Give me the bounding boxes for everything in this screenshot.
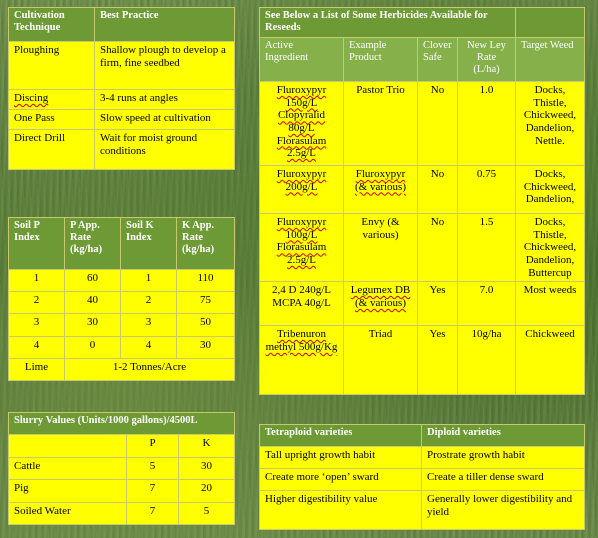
herbicide-cell [260,82,344,166]
cultivation-table [8,7,235,170]
herbicide-cell: Yes [418,326,458,395]
cultivation-cell: Ploughing [9,42,95,90]
herbicide-product-text: Legumex DB (& various) [350,284,411,309]
cultivation-cell: One Pass [9,110,95,130]
slurry-cell: 7 [127,480,179,503]
varieties-cell: Higher digestibility value [260,491,422,530]
herbicide-header: New Ley Rate (L/ha) [458,38,516,82]
herbicides-table [259,7,585,395]
soil-header: Soil K Index [121,218,177,270]
herbicide-ingredient-text: Fluroxypyr 200g/L [276,168,327,193]
soil-cell: 4 [9,336,65,358]
herbicide-ingredient-text: Tribenuron methyl 500g/Kg [265,328,338,353]
varieties-cell: Tall upright growth habit [260,447,422,469]
cultivation-header-practice: Best Practice [95,8,235,42]
herbicide-cell: No [418,166,458,214]
slurry-cell: Pig [9,480,127,503]
slurry-col-p: P [127,435,179,458]
soil-cell: 3 [121,314,177,336]
herbicide-header: Target Weed [516,38,585,82]
soil-cell: 110 [177,270,235,292]
soil-cell: 30 [177,336,235,358]
herbicide-cell [260,166,344,214]
cultivation-cell: Direct Drill [9,130,95,170]
soil-header: K App. Rate (kg/ha) [177,218,235,270]
soil-header: Soil P Index [9,218,65,270]
varieties-header-diploid: Diploid varieties [422,425,585,447]
soil-cell: 50 [177,314,235,336]
lime-label: Lime [9,358,65,380]
varieties-cell: Generally lower digestibility and yield [422,491,585,530]
soil-cell: 3 [9,314,65,336]
slurry-table [8,412,235,525]
soil-cell: 30 [65,314,121,336]
herbicide-header: Active Ingredient [260,38,344,82]
soil-cell: 75 [177,292,235,314]
herbicide-cell: 1.0 [458,82,516,166]
soil-index-table [8,217,235,381]
cultivation-technique-text: Discing [14,92,49,104]
herbicide-cell: 7.0 [458,282,516,326]
soil-cell: 0 [65,336,121,358]
herbicide-cell: Triad [344,326,418,395]
varieties-header-tetraploid: Tetraploid varieties [260,425,422,447]
herbicide-cell: Docks, Thistle, Chickweed, Dandelion, Nettle. [516,82,585,166]
soil-header: P App. Rate (kg/ha) [65,218,121,270]
herbicide-cell: Envy (& various) [344,214,418,282]
lime-value: 1-2 Tonnes/Acre [65,358,235,380]
herbicide-cell: Docks, Chickweed, Dandelion, [516,166,585,214]
slurry-col-k: K [179,435,235,458]
herbicide-header: Example Product [344,38,418,82]
cultivation-header-technique: Cultivation Technique [9,8,95,42]
cultivation-cell [9,90,95,110]
herbicide-cell: Chickweed [516,326,585,395]
soil-cell: 2 [9,292,65,314]
slurry-cell: 20 [179,480,235,503]
soil-cell: 1 [121,270,177,292]
herbicide-ingredient-text: Fluroxypyr 150g/L Clopyralid 80g/L Florasulam 2.5g/L [276,84,327,160]
cultivation-cell: Slow speed at cultivation [95,110,235,130]
herbicide-cell: Most weeds [516,282,585,326]
soil-cell: 40 [65,292,121,314]
slurry-cell [9,435,127,458]
slurry-cell: 5 [179,502,235,525]
varieties-cell: Create more ‘open’ sward [260,469,422,491]
soil-cell: 60 [65,270,121,292]
herbicide-cell: 10g/ha [458,326,516,395]
cultivation-cell: 3-4 runs at angles [95,90,235,110]
soil-cell: 1 [9,270,65,292]
herbicide-cell [260,326,344,395]
slurry-cell: 5 [127,457,179,480]
herbicide-cell: Docks, Thistle, Chickweed, Dandelion, Buttercup [516,214,585,282]
slurry-cell: Soiled Water [9,502,127,525]
herbicides-title-blank [516,8,585,38]
herbicide-cell: No [418,82,458,166]
herbicide-cell: Yes [418,282,458,326]
varieties-cell: Create a tiller dense sward [422,469,585,491]
herbicide-cell [344,282,418,326]
herbicide-ingredient-text: Fluroxypyr 100g/L Florasulam 2.5g/L [276,216,327,266]
herbicide-cell: Pastor Trio [344,82,418,166]
slurry-cell: 30 [179,457,235,480]
herbicide-cell [344,166,418,214]
cultivation-cell: Shallow plough to develop a firm, fine seedbed [95,42,235,90]
herbicide-cell: 0.75 [458,166,516,214]
herbicide-header: Clover Safe [418,38,458,82]
herbicides-title: See Below a List of Some Herbicides Available for Reseeds [260,8,516,38]
varieties-cell: Prostrate growth habit [422,447,585,469]
herbicide-cell [260,214,344,282]
soil-cell: 2 [121,292,177,314]
herbicide-cell: 2,4 D 240g/L MCPA 40g/L [260,282,344,326]
soil-cell: 4 [121,336,177,358]
slurry-cell: Cattle [9,457,127,480]
slurry-title: Slurry Values (Units/1000 gallons)/4500L [9,413,235,435]
slurry-cell: 7 [127,502,179,525]
varieties-table [259,424,585,530]
herbicide-product-text: Fluroxypyr (& various) [354,168,406,193]
herbicide-cell: No [418,214,458,282]
herbicide-cell: 1.5 [458,214,516,282]
cultivation-cell: Wait for moist ground conditions [95,130,235,170]
